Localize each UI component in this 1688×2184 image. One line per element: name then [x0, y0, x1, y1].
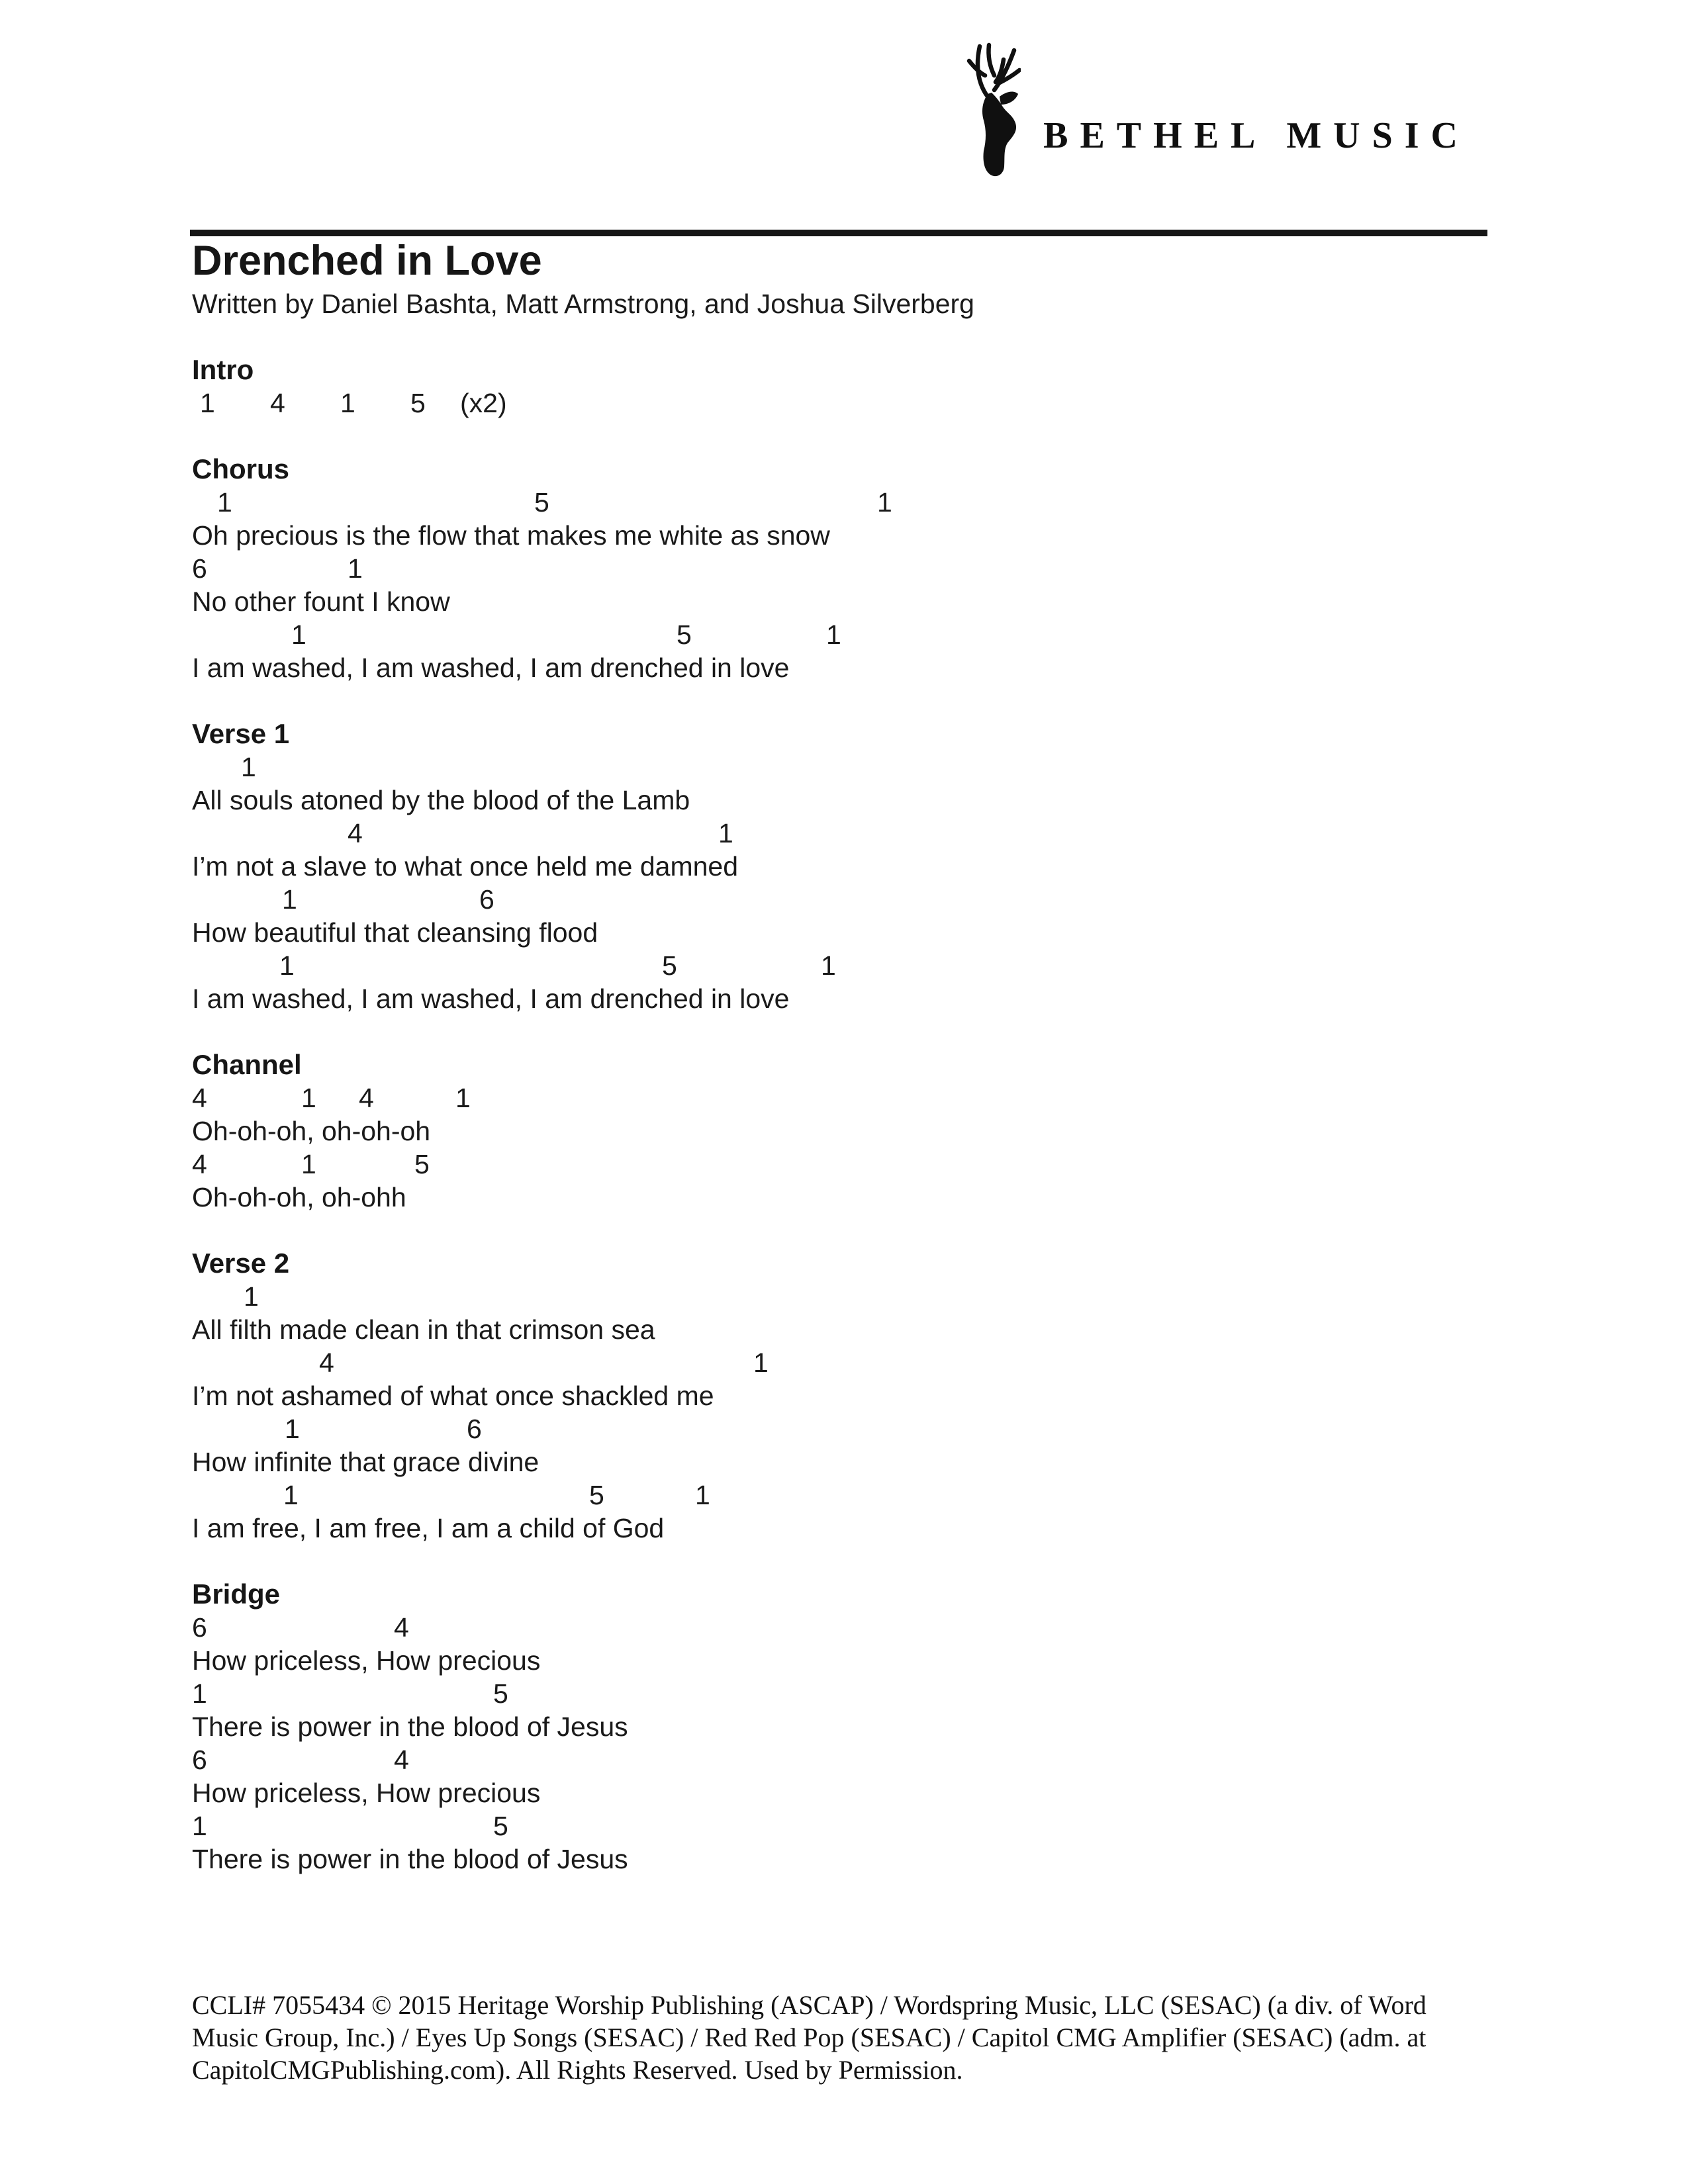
- lyric-line: Oh precious is the flow that makes me white as snow: [192, 520, 830, 551]
- song-title: Drenched in Love: [192, 238, 542, 284]
- chord: 1: [718, 818, 733, 848]
- lyric-line: How beautiful that cleansing flood: [192, 917, 598, 948]
- chord-line: [192, 1677, 1516, 1710]
- chord: 1: [244, 1281, 259, 1312]
- chord-line: [192, 1479, 1516, 1512]
- chord-line: [192, 883, 1516, 916]
- chord: 1: [285, 1414, 300, 1444]
- chord-line: [192, 1809, 1516, 1843]
- lyric-line: I am washed, I am washed, I am drenched in love: [192, 983, 790, 1014]
- lyric-line: Oh-oh-oh, oh-ohh: [192, 1182, 406, 1212]
- chord: 4: [394, 1745, 409, 1775]
- chord: 4: [192, 1083, 207, 1113]
- chord: 1: [282, 884, 297, 915]
- lyric-line: I’m not ashamed of what once shackled me: [192, 1381, 714, 1411]
- section-heading: Bridge: [192, 1578, 281, 1610]
- song-section: [192, 717, 1516, 1015]
- lyric-line: I am free, I am free, I am a child of God: [192, 1513, 665, 1543]
- chord-line: [192, 1081, 1516, 1115]
- section-heading: Intro: [192, 354, 254, 385]
- brand-name: BETHEL MUSIC: [1043, 115, 1470, 156]
- chord: 5: [493, 1811, 508, 1841]
- copyright-line: Music Group, Inc.) / Eyes Up Songs (SESAC) / Red Red Pop (SESAC) / Capitol CMG Amplifier (SESAC) (adm. at: [192, 2023, 1427, 2052]
- chord: (x2): [460, 388, 507, 418]
- chord-line: [192, 1148, 1516, 1181]
- chord: 1: [192, 1678, 207, 1709]
- chord: 1: [291, 619, 306, 650]
- chord: 1: [200, 388, 215, 418]
- chord-line: [192, 486, 1516, 519]
- song-section: [192, 1578, 1516, 1876]
- chord-line: [192, 817, 1516, 850]
- brand-logo: [960, 41, 1470, 177]
- section-heading: Verse 1: [192, 718, 290, 749]
- chord: 5: [414, 1149, 430, 1179]
- copyright-line: CapitolCMGPublishing.com). All Rights Reserved. Used by Permission.: [192, 2055, 963, 2085]
- lyric-line: I’m not a slave to what once held me damned: [192, 851, 739, 882]
- chord: 5: [534, 487, 549, 518]
- chord: 4: [394, 1612, 409, 1643]
- chord: 1: [348, 553, 363, 584]
- chord: 5: [589, 1480, 604, 1510]
- chord: 5: [493, 1678, 508, 1709]
- chord-line: [192, 1280, 1516, 1313]
- song-section: [192, 1247, 1516, 1545]
- chord: 1: [301, 1149, 316, 1179]
- chord: 1: [241, 752, 256, 782]
- chord: 4: [319, 1347, 334, 1378]
- chord: 4: [359, 1083, 374, 1113]
- section-heading: Chorus: [192, 453, 289, 484]
- lyric-line: Oh-oh-oh, oh-oh-oh: [192, 1116, 431, 1146]
- chord: 1: [877, 487, 892, 518]
- chord: 1: [826, 619, 841, 650]
- chord-line: [192, 1412, 1516, 1445]
- copyright-footer: [192, 1989, 1523, 2086]
- chord: 6: [192, 553, 207, 584]
- section-heading: Verse 2: [192, 1248, 290, 1279]
- song-byline: Written by Daniel Bashta, Matt Armstrong, and Joshua Silverberg: [192, 289, 974, 319]
- chord-line: [192, 387, 1516, 420]
- lyric-line: How priceless, How precious: [192, 1778, 541, 1808]
- chord-line: [192, 552, 1516, 585]
- chord: 1: [455, 1083, 471, 1113]
- song-section: [192, 353, 1516, 420]
- chord: 6: [192, 1612, 207, 1643]
- song-sections: [192, 353, 1516, 1876]
- chord: 1: [283, 1480, 299, 1510]
- chord: 1: [821, 950, 836, 981]
- song-section: [192, 1048, 1516, 1214]
- lyric-line: All filth made clean in that crimson sea: [192, 1314, 655, 1345]
- chord: 4: [348, 818, 363, 848]
- chord: 1: [301, 1083, 316, 1113]
- chord-line: [192, 618, 1516, 651]
- chord: 4: [270, 388, 285, 418]
- chord-line: [192, 949, 1516, 982]
- chord: 1: [192, 1811, 207, 1841]
- chord: 1: [279, 950, 295, 981]
- song-section: [192, 453, 1516, 684]
- lyric-line: There is power in the blood of Jesus: [192, 1844, 628, 1874]
- chord-line: [192, 751, 1516, 784]
- chord: 4: [192, 1149, 207, 1179]
- chord-line: [192, 1611, 1516, 1644]
- chord: 5: [410, 388, 426, 418]
- chord: 1: [340, 388, 355, 418]
- section-heading: Channel: [192, 1049, 302, 1080]
- song-content: [192, 237, 1516, 1876]
- lyric-line: No other fount I know: [192, 586, 450, 617]
- chord: 1: [695, 1480, 710, 1510]
- chord: 1: [753, 1347, 769, 1378]
- lyric-line: How infinite that grace divine: [192, 1447, 539, 1477]
- chord: 6: [467, 1414, 482, 1444]
- lyric-line: I am washed, I am washed, I am drenched in love: [192, 653, 790, 683]
- chord: 5: [662, 950, 677, 981]
- chord-line: [192, 1346, 1516, 1379]
- chord: 6: [192, 1745, 207, 1775]
- chord: 5: [677, 619, 692, 650]
- lyric-line: How priceless, How precious: [192, 1645, 541, 1676]
- copyright-line: CCLI# 7055434 © 2015 Heritage Worship Publishing (ASCAP) / Wordspring Music, LLC (SESAC) (a div. of Word: [192, 1990, 1427, 2020]
- lyric-line: There is power in the blood of Jesus: [192, 1711, 628, 1742]
- deer-logo-icon: [960, 41, 1021, 177]
- chord: 6: [479, 884, 494, 915]
- title-divider: [190, 230, 1487, 236]
- chord: 1: [217, 487, 232, 518]
- lyric-line: All souls atoned by the blood of the Lamb: [192, 785, 690, 815]
- chord-line: [192, 1743, 1516, 1776]
